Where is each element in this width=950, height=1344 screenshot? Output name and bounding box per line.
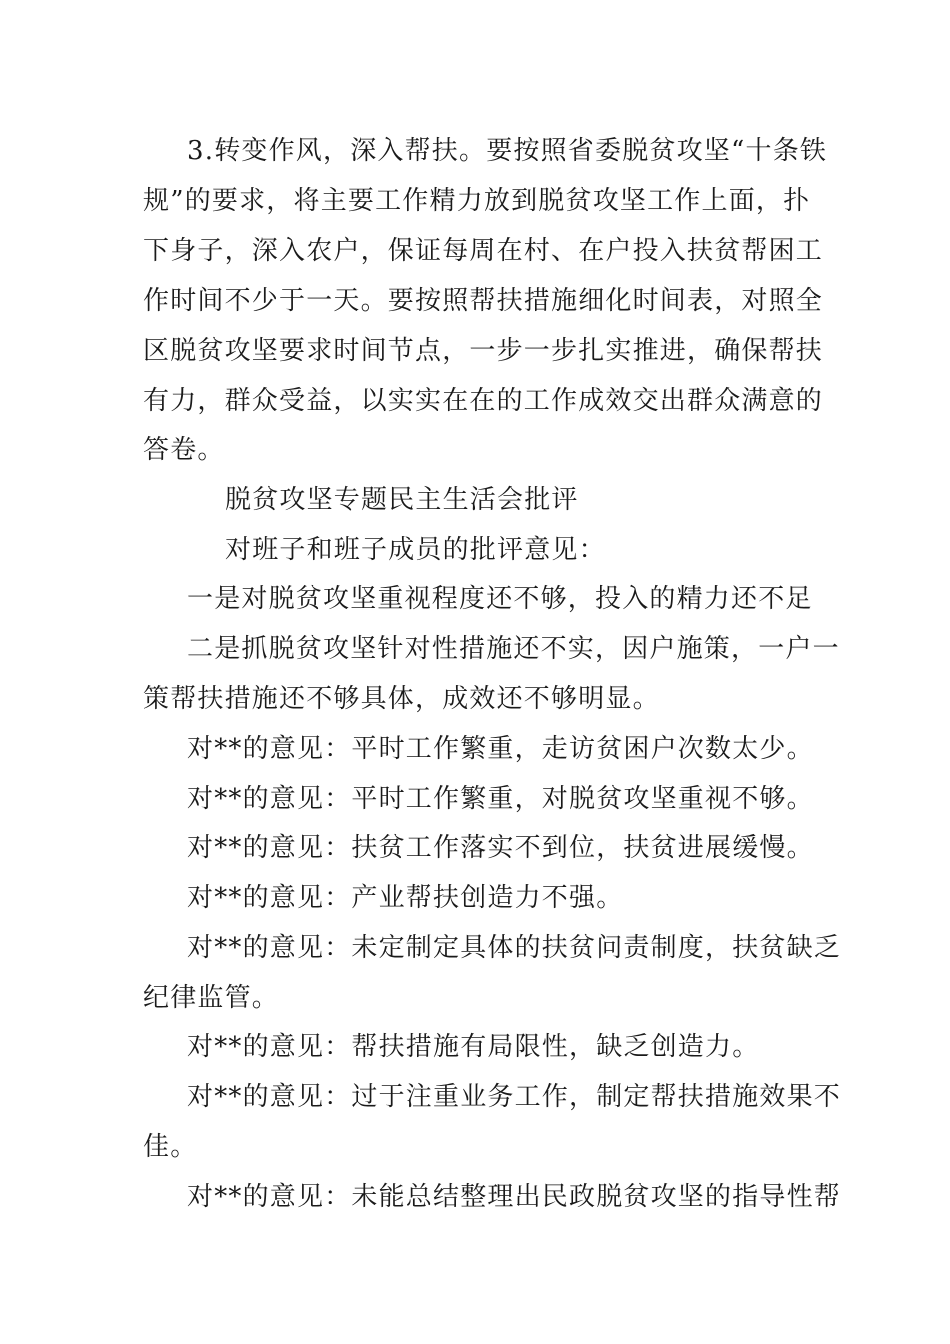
opinion-item-continuation: 佳。 xyxy=(143,1132,198,1162)
paragraph-line: 有力，群众受益，以实实在在的工作成效交出群众满意的 xyxy=(143,386,824,416)
paragraph-line: 答卷。 xyxy=(143,435,225,465)
point-1: 一是对脱贫攻坚重视程度还不够，投入的精力还不足 xyxy=(187,584,813,614)
section-title: 脱贫攻坚专题民主生活会批评 xyxy=(225,485,579,515)
paragraph-line: 3.转变作风，深入帮扶。要按照省委脱贫攻坚“十条铁 xyxy=(187,136,828,166)
paragraph-line: 下身子，深入农户，保证每周在村、在户投入扶贫帮困工 xyxy=(143,236,824,266)
paragraph-line: 规”的要求，将主要工作精力放到脱贫攻坚工作上面，扑 xyxy=(143,186,811,216)
opinion-item: 对**的意见：未定制定具体的扶贫问责制度，扶贫缺乏 xyxy=(187,933,842,963)
paragraph-line: 作时间不少于一天。要按照帮扶措施细化时间表，对照全 xyxy=(143,286,824,316)
paragraph-line: 二是抓脱贫攻坚针对性措施还不实，因户施策，一户一 xyxy=(187,634,840,664)
opinion-item: 对**的意见：扶贫工作落实不到位，扶贫进展缓慢。 xyxy=(187,833,814,863)
opinion-item: 对**的意见：未能总结整理出民政脱贫攻坚的指导性帮 xyxy=(187,1182,842,1212)
opinion-item-continuation: 纪律监管。 xyxy=(143,983,280,1013)
opinion-item: 对**的意见：产业帮扶创造力不强。 xyxy=(187,883,624,913)
subtitle: 对班子和班子成员的批评意见： xyxy=(225,535,606,565)
paragraph-line: 策帮扶措施还不够具体，成效还不够明显。 xyxy=(143,684,660,714)
opinion-item: 对**的意见：平时工作繁重，对脱贫攻坚重视不够。 xyxy=(187,784,814,814)
opinion-item: 对**的意见：帮扶措施有局限性，缺乏创造力。 xyxy=(187,1032,760,1062)
opinion-item: 对**的意见：平时工作繁重，走访贫困户次数太少。 xyxy=(187,734,814,764)
paragraph-line: 区脱贫攻坚要求时间节点，一步一步扎实推进，确保帮扶 xyxy=(143,336,824,366)
opinion-item: 对**的意见：过于注重业务工作，制定帮扶措施效果不 xyxy=(187,1082,842,1112)
